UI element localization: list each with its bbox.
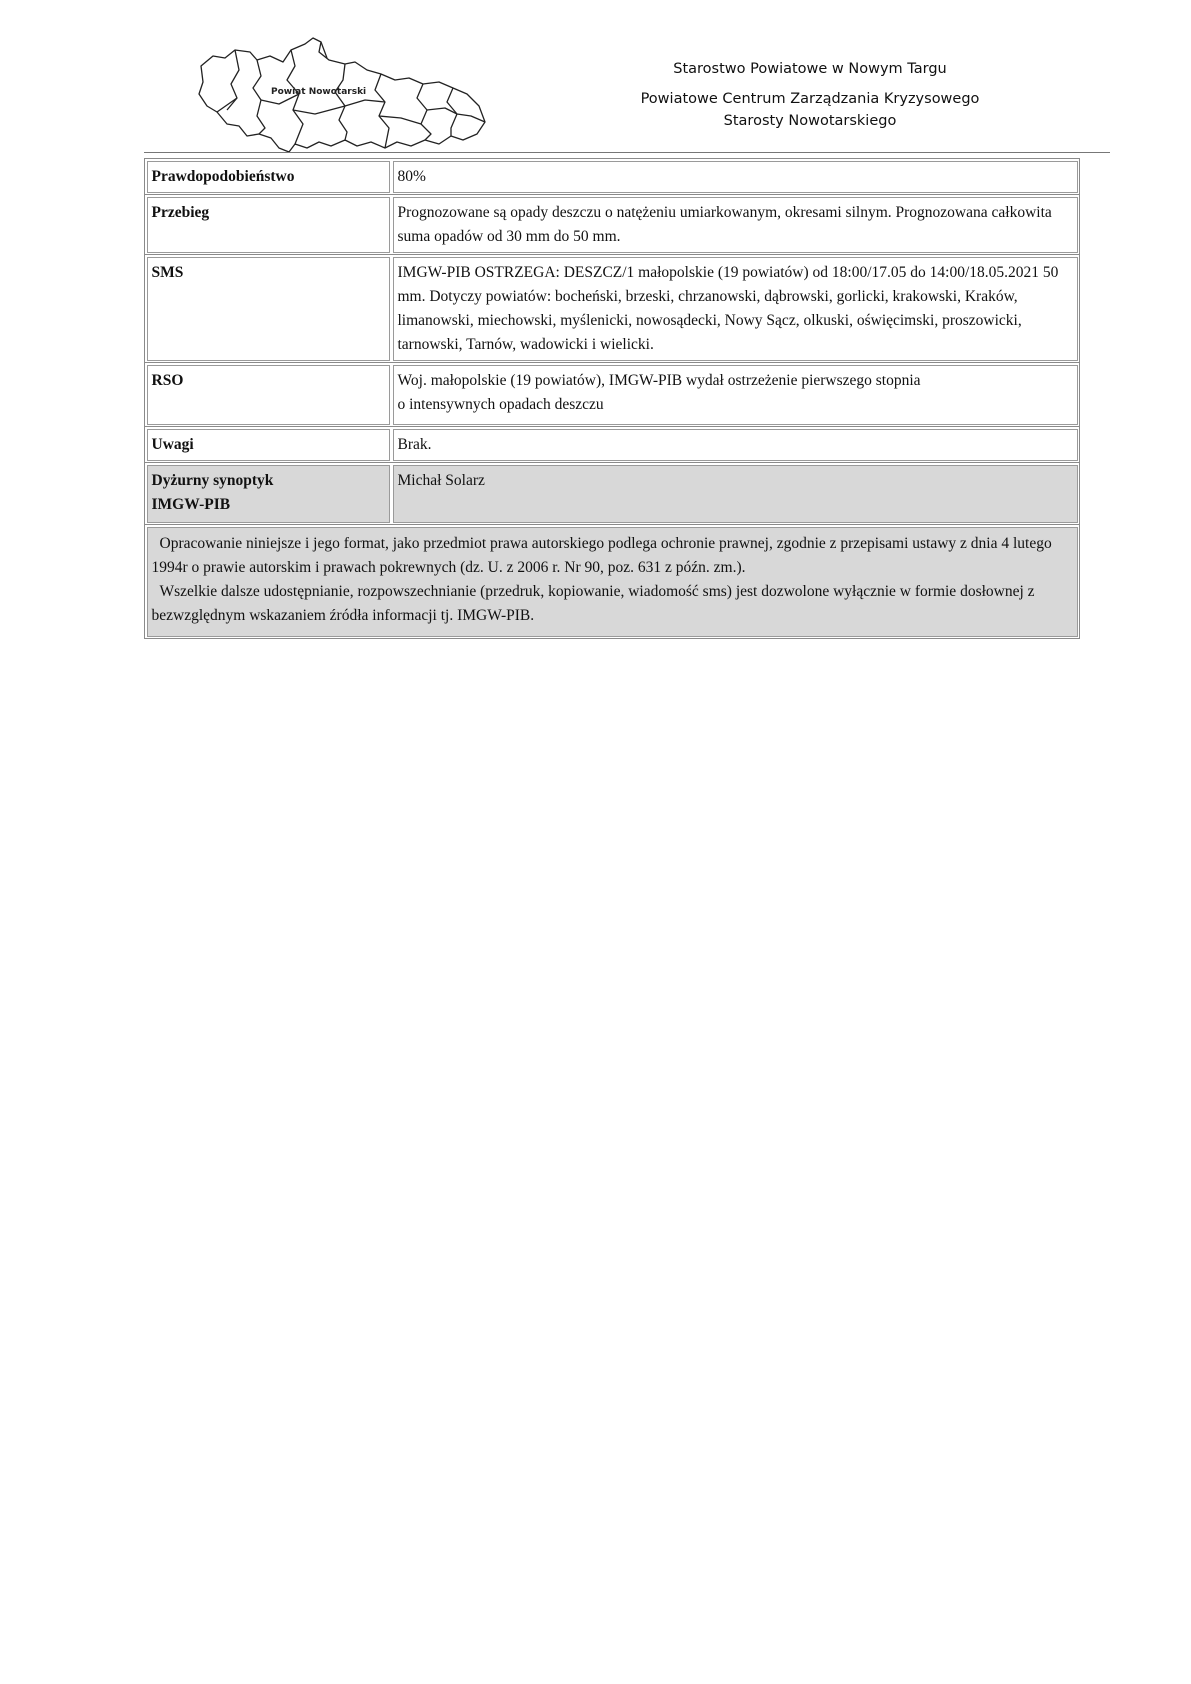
table-row-rso <box>145 363 1079 427</box>
row-label-line: Dyżurny synoptyk <box>151 471 274 489</box>
row-label: Uwagi <box>147 429 390 461</box>
copyright-paragraph: Opracowanie niniejsze i jego format, jako przedmiot prawa autorskiego podlega ochronie prawnej, zgodnie z przepisami ustawy z dnia 4 lutego 1994r o prawie autorskim i prawach pokrewnych (dz. U. z 2006 r. Nr 90, poz. 631 z późn. zm.). <box>151 534 1052 576</box>
map-label: Powiat Nowotarski <box>271 87 367 97</box>
header-divider <box>144 152 1110 153</box>
table-row-course <box>145 195 1079 255</box>
header-line-centrum: Powiatowe Centrum Zarządzania Kryzysowego <box>640 91 980 107</box>
row-value: Brak. <box>393 429 1078 461</box>
row-value: IMGW-PIB OSTRZEGA: DESZCZ/1 małopolskie (19 powiatów) od 18:00/17.05 do 14:00/18.05.2021 50 mm. Dotyczy powiatów: bocheński, brzeski, chrzanowski, dąbrowski, gorlicki, krakowski, Kraków, limanowski, miechowski, myślenicki, nowosądecki, Nowy Sącz, olkuski, oświęcimski, proszowicki, tarnowski, Tarnów, wadowicki i wielicki. <box>393 257 1078 361</box>
county-map-logo <box>195 36 487 154</box>
row-value-line: o intensywnych opadach deszczu <box>397 395 604 413</box>
table-row-remarks <box>145 427 1079 463</box>
row-label: Prawdopodobieństwo <box>147 161 390 193</box>
row-value: 80% <box>393 161 1078 193</box>
header-org-text <box>600 58 1020 132</box>
row-label <box>147 465 390 523</box>
row-label: Przebieg <box>147 197 390 253</box>
row-value <box>393 365 1078 425</box>
header-line-starostwo: Starostwo Powiatowe w Nowym Targu <box>673 61 947 77</box>
row-value: Michał Solarz <box>393 465 1078 523</box>
warning-table <box>144 158 1080 639</box>
row-value: Prognozowane są opady deszczu o natężeniu umiarkowanym, okresami silnym. Prognozowana całkowita suma opadów od 30 mm do 50 mm. <box>393 197 1078 253</box>
table-row-forecaster <box>145 463 1079 525</box>
table-row-sms <box>145 255 1079 363</box>
table-row-probability <box>145 159 1079 195</box>
copyright-note <box>147 527 1078 637</box>
row-label: SMS <box>147 257 390 361</box>
header-line-starosty: Starosty Nowotarskiego <box>723 113 897 129</box>
redistribution-paragraph: Wszelkie dalsze udostępnianie, rozpowszechnianie (przedruk, kopiowanie, wiadomość sms) jest dozwolone wyłącznie w formie dosłownej z bezwzględnym wskazaniem źródła informacji tj. IMGW-PIB. <box>151 582 1035 624</box>
row-label: RSO <box>147 365 390 425</box>
row-value-line: Woj. małopolskie (19 powiatów), IMGW-PIB wydał ostrzeżenie pierwszego stopnia <box>397 371 921 389</box>
row-label-line: IMGW-PIB <box>151 495 231 513</box>
